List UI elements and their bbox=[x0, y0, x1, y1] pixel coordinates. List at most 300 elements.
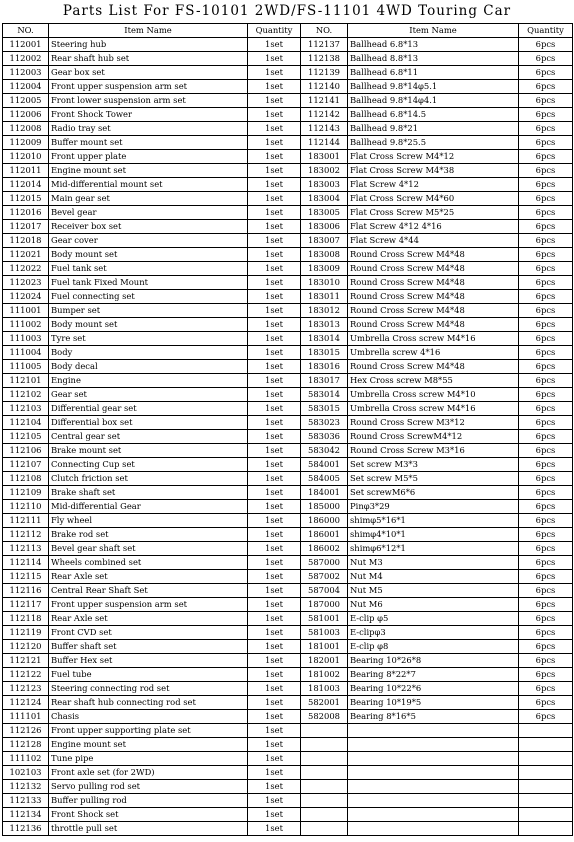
right-quantity-cell: 6pcs bbox=[519, 262, 573, 276]
table-row bbox=[3, 822, 573, 836]
right-item-name-cell bbox=[348, 766, 519, 780]
left-part-number-cell: 112124 bbox=[3, 696, 49, 710]
table-row bbox=[3, 444, 573, 458]
header-no-right: NO. bbox=[301, 24, 348, 38]
table-row bbox=[3, 220, 573, 234]
right-part-number-cell: 183006 bbox=[301, 220, 348, 234]
left-quantity-cell: 1set bbox=[248, 164, 301, 178]
right-item-name-cell: Round Cross Screw M4*48 bbox=[348, 304, 519, 318]
right-quantity-cell: 6pcs bbox=[519, 108, 573, 122]
table-row bbox=[3, 472, 573, 486]
left-item-name-cell: Bevel gear shaft set bbox=[49, 542, 248, 556]
right-quantity-cell: 6pcs bbox=[519, 654, 573, 668]
right-part-number-cell bbox=[301, 822, 348, 836]
right-quantity-cell: 6pcs bbox=[519, 570, 573, 584]
left-item-name-cell: Chasis bbox=[49, 710, 248, 724]
right-item-name-cell bbox=[348, 794, 519, 808]
right-quantity-cell: 6pcs bbox=[519, 598, 573, 612]
left-quantity-cell: 1set bbox=[248, 122, 301, 136]
header-item-name-left: Item Name bbox=[49, 24, 248, 38]
right-item-name-cell: Umbrella Cross screw M4*10 bbox=[348, 388, 519, 402]
left-quantity-cell: 1set bbox=[248, 458, 301, 472]
right-item-name-cell: Nut M3 bbox=[348, 556, 519, 570]
right-item-name-cell: Flat Screw 4*12 bbox=[348, 178, 519, 192]
right-part-number-cell: 183007 bbox=[301, 234, 348, 248]
right-quantity-cell: 6pcs bbox=[519, 682, 573, 696]
header-quantity-left: Quantity bbox=[248, 24, 301, 38]
left-part-number-cell: 112016 bbox=[3, 206, 49, 220]
right-item-name-cell: Set screw M3*3 bbox=[348, 458, 519, 472]
left-part-number-cell: 112126 bbox=[3, 724, 49, 738]
left-part-number-cell: 112024 bbox=[3, 290, 49, 304]
right-item-name-cell: E-clip φ8 bbox=[348, 640, 519, 654]
right-part-number-cell: 582008 bbox=[301, 710, 348, 724]
right-item-name-cell: Ballhead 9.8*14φ4.1 bbox=[348, 94, 519, 108]
right-part-number-cell: 183009 bbox=[301, 262, 348, 276]
right-item-name-cell: Flat Cross Screw M5*25 bbox=[348, 206, 519, 220]
right-part-number-cell: 183005 bbox=[301, 206, 348, 220]
left-item-name-cell: Radio tray set bbox=[49, 122, 248, 136]
left-quantity-cell: 1set bbox=[248, 304, 301, 318]
table-row bbox=[3, 192, 573, 206]
right-item-name-cell: Bearing 10*19*5 bbox=[348, 696, 519, 710]
left-part-number-cell: 112132 bbox=[3, 780, 49, 794]
table-row bbox=[3, 332, 573, 346]
right-part-number-cell: 184001 bbox=[301, 486, 348, 500]
left-part-number-cell: 112018 bbox=[3, 234, 49, 248]
right-quantity-cell: 6pcs bbox=[519, 612, 573, 626]
right-item-name-cell: Pinφ3*29 bbox=[348, 500, 519, 514]
table-row bbox=[3, 178, 573, 192]
table-row bbox=[3, 94, 573, 108]
right-part-number-cell bbox=[301, 724, 348, 738]
left-item-name-cell: Main gear set bbox=[49, 192, 248, 206]
right-item-name-cell: Bearing 8*16*5 bbox=[348, 710, 519, 724]
left-quantity-cell: 1set bbox=[248, 822, 301, 836]
table-row bbox=[3, 640, 573, 654]
right-quantity-cell: 6pcs bbox=[519, 668, 573, 682]
table-row bbox=[3, 584, 573, 598]
right-part-number-cell: 182001 bbox=[301, 654, 348, 668]
left-item-name-cell: Buffer pulling rod bbox=[49, 794, 248, 808]
table-row bbox=[3, 80, 573, 94]
left-part-number-cell: 112017 bbox=[3, 220, 49, 234]
right-quantity-cell bbox=[519, 794, 573, 808]
left-part-number-cell: 111005 bbox=[3, 360, 49, 374]
table-row bbox=[3, 388, 573, 402]
left-part-number-cell: 112001 bbox=[3, 38, 49, 52]
right-part-number-cell: 187000 bbox=[301, 598, 348, 612]
right-part-number-cell: 587000 bbox=[301, 556, 348, 570]
right-quantity-cell: 6pcs bbox=[519, 80, 573, 94]
table-row bbox=[3, 556, 573, 570]
left-quantity-cell: 1set bbox=[248, 192, 301, 206]
left-item-name-cell: Steering hub bbox=[49, 38, 248, 52]
right-quantity-cell: 6pcs bbox=[519, 528, 573, 542]
table-row bbox=[3, 458, 573, 472]
right-part-number-cell: 186002 bbox=[301, 542, 348, 556]
left-part-number-cell: 112022 bbox=[3, 262, 49, 276]
right-item-name-cell: Round Cross Screw M3*12 bbox=[348, 416, 519, 430]
right-part-number-cell: 587004 bbox=[301, 584, 348, 598]
left-quantity-cell: 1set bbox=[248, 500, 301, 514]
table-row bbox=[3, 794, 573, 808]
table-row bbox=[3, 108, 573, 122]
table-header-row bbox=[3, 24, 573, 38]
table-row bbox=[3, 724, 573, 738]
right-item-name-cell: Nut M6 bbox=[348, 598, 519, 612]
left-part-number-cell: 112008 bbox=[3, 122, 49, 136]
table-row bbox=[3, 290, 573, 304]
table-row bbox=[3, 696, 573, 710]
right-part-number-cell: 181002 bbox=[301, 668, 348, 682]
right-part-number-cell: 185000 bbox=[301, 500, 348, 514]
left-item-name-cell: Front CVD set bbox=[49, 626, 248, 640]
right-item-name-cell bbox=[348, 738, 519, 752]
table-row bbox=[3, 500, 573, 514]
left-item-name-cell: Front Shock Tower bbox=[49, 108, 248, 122]
parts-table bbox=[2, 23, 573, 836]
left-part-number-cell: 112104 bbox=[3, 416, 49, 430]
left-part-number-cell: 112004 bbox=[3, 80, 49, 94]
left-quantity-cell: 1set bbox=[248, 696, 301, 710]
left-quantity-cell: 1set bbox=[248, 332, 301, 346]
table-row bbox=[3, 402, 573, 416]
table-row bbox=[3, 38, 573, 52]
left-quantity-cell: 1set bbox=[248, 598, 301, 612]
left-item-name-cell: Mid-differential mount set bbox=[49, 178, 248, 192]
left-item-name-cell: Differential box set bbox=[49, 416, 248, 430]
left-quantity-cell: 1set bbox=[248, 584, 301, 598]
table-row bbox=[3, 318, 573, 332]
left-part-number-cell: 112119 bbox=[3, 626, 49, 640]
right-part-number-cell: 112142 bbox=[301, 108, 348, 122]
left-item-name-cell: Fuel tube bbox=[49, 668, 248, 682]
left-item-name-cell: Buffer mount set bbox=[49, 136, 248, 150]
right-quantity-cell: 6pcs bbox=[519, 402, 573, 416]
right-quantity-cell: 6pcs bbox=[519, 430, 573, 444]
right-item-name-cell: Round Cross Screw M4*48 bbox=[348, 276, 519, 290]
left-quantity-cell: 1set bbox=[248, 528, 301, 542]
left-quantity-cell: 1set bbox=[248, 682, 301, 696]
right-part-number-cell: 183004 bbox=[301, 192, 348, 206]
right-quantity-cell: 6pcs bbox=[519, 416, 573, 430]
left-quantity-cell: 1set bbox=[248, 206, 301, 220]
left-quantity-cell: 1set bbox=[248, 108, 301, 122]
left-part-number-cell: 102103 bbox=[3, 766, 49, 780]
table-row bbox=[3, 486, 573, 500]
left-quantity-cell: 1set bbox=[248, 38, 301, 52]
right-part-number-cell: 186000 bbox=[301, 514, 348, 528]
right-part-number-cell: 183003 bbox=[301, 178, 348, 192]
left-quantity-cell: 1set bbox=[248, 66, 301, 80]
right-item-name-cell: shimφ5*16*1 bbox=[348, 514, 519, 528]
right-quantity-cell: 6pcs bbox=[519, 486, 573, 500]
right-quantity-cell: 6pcs bbox=[519, 556, 573, 570]
left-quantity-cell: 1set bbox=[248, 486, 301, 500]
right-part-number-cell: 183001 bbox=[301, 150, 348, 164]
table-row bbox=[3, 710, 573, 724]
right-quantity-cell: 6pcs bbox=[519, 248, 573, 262]
right-quantity-cell bbox=[519, 752, 573, 766]
right-quantity-cell: 6pcs bbox=[519, 374, 573, 388]
table-row bbox=[3, 52, 573, 66]
table-row bbox=[3, 528, 573, 542]
right-item-name-cell: Umbrella Cross screw M4*16 bbox=[348, 402, 519, 416]
right-quantity-cell bbox=[519, 808, 573, 822]
left-item-name-cell: Body mount set bbox=[49, 248, 248, 262]
right-part-number-cell: 112138 bbox=[301, 52, 348, 66]
table-row bbox=[3, 66, 573, 80]
left-item-name-cell: Front upper plate bbox=[49, 150, 248, 164]
table-row bbox=[3, 374, 573, 388]
right-item-name-cell: Umbrella Cross screw M4*16 bbox=[348, 332, 519, 346]
right-item-name-cell: Nut M5 bbox=[348, 584, 519, 598]
right-quantity-cell: 6pcs bbox=[519, 122, 573, 136]
table-row bbox=[3, 416, 573, 430]
right-item-name-cell: Ballhead 9.8*21 bbox=[348, 122, 519, 136]
right-part-number-cell bbox=[301, 766, 348, 780]
table-row bbox=[3, 136, 573, 150]
left-item-name-cell: Fuel tank set bbox=[49, 262, 248, 276]
left-item-name-cell: Engine mount set bbox=[49, 164, 248, 178]
right-quantity-cell: 6pcs bbox=[519, 178, 573, 192]
right-part-number-cell bbox=[301, 738, 348, 752]
table-row bbox=[3, 808, 573, 822]
table-row bbox=[3, 262, 573, 276]
left-part-number-cell: 112128 bbox=[3, 738, 49, 752]
left-part-number-cell: 112122 bbox=[3, 668, 49, 682]
left-quantity-cell: 1set bbox=[248, 136, 301, 150]
left-part-number-cell: 111004 bbox=[3, 346, 49, 360]
right-item-name-cell: Flat Cross Screw M4*38 bbox=[348, 164, 519, 178]
left-part-number-cell: 111003 bbox=[3, 332, 49, 346]
right-item-name-cell: Round Cross Screw M4*48 bbox=[348, 360, 519, 374]
right-item-name-cell: Nut M4 bbox=[348, 570, 519, 584]
left-part-number-cell: 112134 bbox=[3, 808, 49, 822]
right-part-number-cell: 112140 bbox=[301, 80, 348, 94]
right-quantity-cell: 6pcs bbox=[519, 388, 573, 402]
left-item-name-cell: Front lower suspension arm set bbox=[49, 94, 248, 108]
right-part-number-cell: 186001 bbox=[301, 528, 348, 542]
left-quantity-cell: 1set bbox=[248, 710, 301, 724]
table-row bbox=[3, 612, 573, 626]
table-row bbox=[3, 668, 573, 682]
left-quantity-cell: 1set bbox=[248, 472, 301, 486]
table-row bbox=[3, 570, 573, 584]
left-item-name-cell: Front Shock set bbox=[49, 808, 248, 822]
left-part-number-cell: 112006 bbox=[3, 108, 49, 122]
left-quantity-cell: 1set bbox=[248, 94, 301, 108]
left-part-number-cell: 112107 bbox=[3, 458, 49, 472]
left-part-number-cell: 112121 bbox=[3, 654, 49, 668]
left-part-number-cell: 111101 bbox=[3, 710, 49, 724]
left-quantity-cell: 1set bbox=[248, 416, 301, 430]
right-quantity-cell: 6pcs bbox=[519, 346, 573, 360]
table-row bbox=[3, 346, 573, 360]
left-quantity-cell: 1set bbox=[248, 542, 301, 556]
right-item-name-cell: Ballhead 8.8*13 bbox=[348, 52, 519, 66]
right-item-name-cell bbox=[348, 752, 519, 766]
left-quantity-cell: 1set bbox=[248, 626, 301, 640]
right-item-name-cell: Round Cross Screw M4*48 bbox=[348, 262, 519, 276]
right-part-number-cell: 583023 bbox=[301, 416, 348, 430]
table-row bbox=[3, 752, 573, 766]
right-item-name-cell bbox=[348, 808, 519, 822]
left-quantity-cell: 1set bbox=[248, 234, 301, 248]
left-quantity-cell: 1set bbox=[248, 276, 301, 290]
left-part-number-cell: 112015 bbox=[3, 192, 49, 206]
left-part-number-cell: 112105 bbox=[3, 430, 49, 444]
left-quantity-cell: 1set bbox=[248, 178, 301, 192]
left-quantity-cell: 1set bbox=[248, 402, 301, 416]
right-part-number-cell: 183017 bbox=[301, 374, 348, 388]
table-row bbox=[3, 542, 573, 556]
table-row bbox=[3, 626, 573, 640]
right-part-number-cell: 183002 bbox=[301, 164, 348, 178]
right-item-name-cell: Ballhead 6.8*14.5 bbox=[348, 108, 519, 122]
right-part-number-cell: 183014 bbox=[301, 332, 348, 346]
right-item-name-cell: Set screw M5*5 bbox=[348, 472, 519, 486]
left-part-number-cell: 112014 bbox=[3, 178, 49, 192]
right-quantity-cell: 6pcs bbox=[519, 444, 573, 458]
left-quantity-cell: 1set bbox=[248, 360, 301, 374]
right-item-name-cell: Flat Cross Screw M4*12 bbox=[348, 150, 519, 164]
table-row bbox=[3, 430, 573, 444]
left-item-name-cell: Receiver box set bbox=[49, 220, 248, 234]
right-part-number-cell: 181001 bbox=[301, 640, 348, 654]
right-item-name-cell: E-clip φ5 bbox=[348, 612, 519, 626]
left-item-name-cell: Brake rod set bbox=[49, 528, 248, 542]
right-part-number-cell: 583042 bbox=[301, 444, 348, 458]
table-row bbox=[3, 150, 573, 164]
left-quantity-cell: 1set bbox=[248, 514, 301, 528]
left-item-name-cell: Front axle set (for 2WD) bbox=[49, 766, 248, 780]
left-part-number-cell: 112118 bbox=[3, 612, 49, 626]
left-quantity-cell: 1set bbox=[248, 640, 301, 654]
left-quantity-cell: 1set bbox=[248, 220, 301, 234]
left-part-number-cell: 112003 bbox=[3, 66, 49, 80]
right-item-name-cell: Round Cross Screw M4*48 bbox=[348, 318, 519, 332]
right-quantity-cell: 6pcs bbox=[519, 500, 573, 514]
right-part-number-cell: 183013 bbox=[301, 318, 348, 332]
right-part-number-cell: 587002 bbox=[301, 570, 348, 584]
left-quantity-cell: 1set bbox=[248, 388, 301, 402]
left-part-number-cell: 112111 bbox=[3, 514, 49, 528]
left-quantity-cell: 1set bbox=[248, 346, 301, 360]
left-part-number-cell: 112102 bbox=[3, 388, 49, 402]
table-row bbox=[3, 360, 573, 374]
right-item-name-cell: Bearing 8*22*7 bbox=[348, 668, 519, 682]
left-part-number-cell: 111001 bbox=[3, 304, 49, 318]
left-item-name-cell: throttle pull set bbox=[49, 822, 248, 836]
right-part-number-cell: 581003 bbox=[301, 626, 348, 640]
right-quantity-cell: 6pcs bbox=[519, 290, 573, 304]
left-part-number-cell: 112123 bbox=[3, 682, 49, 696]
right-part-number-cell: 183016 bbox=[301, 360, 348, 374]
table-body bbox=[3, 38, 573, 836]
left-item-name-cell: Engine bbox=[49, 374, 248, 388]
right-quantity-cell: 6pcs bbox=[519, 150, 573, 164]
right-part-number-cell bbox=[301, 780, 348, 794]
left-quantity-cell: 1set bbox=[248, 80, 301, 94]
right-quantity-cell: 6pcs bbox=[519, 192, 573, 206]
right-quantity-cell: 6pcs bbox=[519, 136, 573, 150]
right-quantity-cell bbox=[519, 766, 573, 780]
left-quantity-cell: 1set bbox=[248, 654, 301, 668]
left-quantity-cell: 1set bbox=[248, 794, 301, 808]
left-item-name-cell: Tyre set bbox=[49, 332, 248, 346]
right-part-number-cell: 584001 bbox=[301, 458, 348, 472]
left-part-number-cell: 111002 bbox=[3, 318, 49, 332]
table-row bbox=[3, 206, 573, 220]
left-quantity-cell: 1set bbox=[248, 248, 301, 262]
left-quantity-cell: 1set bbox=[248, 262, 301, 276]
right-quantity-cell: 6pcs bbox=[519, 164, 573, 178]
left-part-number-cell: 112136 bbox=[3, 822, 49, 836]
left-item-name-cell: Brake shaft set bbox=[49, 486, 248, 500]
right-quantity-cell: 6pcs bbox=[519, 276, 573, 290]
right-item-name-cell: Umbrella screw 4*16 bbox=[348, 346, 519, 360]
left-part-number-cell: 112101 bbox=[3, 374, 49, 388]
left-part-number-cell: 112005 bbox=[3, 94, 49, 108]
left-item-name-cell: Engine mount set bbox=[49, 738, 248, 752]
left-item-name-cell: Central Rear Shaft Set bbox=[49, 584, 248, 598]
left-quantity-cell: 1set bbox=[248, 724, 301, 738]
left-item-name-cell: Mid-differential Gear bbox=[49, 500, 248, 514]
right-item-name-cell: Round Cross Screw M4*48 bbox=[348, 248, 519, 262]
left-quantity-cell: 1set bbox=[248, 570, 301, 584]
left-part-number-cell: 112011 bbox=[3, 164, 49, 178]
right-part-number-cell: 183012 bbox=[301, 304, 348, 318]
table-row bbox=[3, 654, 573, 668]
left-item-name-cell: Rear Axle set bbox=[49, 570, 248, 584]
left-part-number-cell: 112114 bbox=[3, 556, 49, 570]
right-item-name-cell: Ballhead 6.8*11 bbox=[348, 66, 519, 80]
table-row bbox=[3, 234, 573, 248]
left-part-number-cell: 111102 bbox=[3, 752, 49, 766]
left-item-name-cell: Front upper suspension arm set bbox=[49, 598, 248, 612]
left-quantity-cell: 1set bbox=[248, 668, 301, 682]
left-part-number-cell: 112109 bbox=[3, 486, 49, 500]
right-part-number-cell: 583036 bbox=[301, 430, 348, 444]
left-item-name-cell: Servo pulling rod set bbox=[49, 780, 248, 794]
right-part-number-cell: 112137 bbox=[301, 38, 348, 52]
left-part-number-cell: 112108 bbox=[3, 472, 49, 486]
right-quantity-cell bbox=[519, 780, 573, 794]
right-part-number-cell: 583015 bbox=[301, 402, 348, 416]
left-item-name-cell: Buffer Hex set bbox=[49, 654, 248, 668]
right-quantity-cell: 6pcs bbox=[519, 458, 573, 472]
right-quantity-cell: 6pcs bbox=[519, 472, 573, 486]
right-quantity-cell: 6pcs bbox=[519, 220, 573, 234]
right-part-number-cell: 584005 bbox=[301, 472, 348, 486]
left-part-number-cell: 112133 bbox=[3, 794, 49, 808]
table-row bbox=[3, 682, 573, 696]
right-quantity-cell: 6pcs bbox=[519, 234, 573, 248]
table-row bbox=[3, 164, 573, 178]
left-quantity-cell: 1set bbox=[248, 808, 301, 822]
right-item-name-cell: Round Cross ScrewM4*12 bbox=[348, 430, 519, 444]
left-item-name-cell: Bevel gear bbox=[49, 206, 248, 220]
left-item-name-cell: Fuel tank Fixed Mount bbox=[49, 276, 248, 290]
left-item-name-cell: Front upper supporting plate set bbox=[49, 724, 248, 738]
left-quantity-cell: 1set bbox=[248, 430, 301, 444]
right-item-name-cell: Ballhead 9.8*14φ5.1 bbox=[348, 80, 519, 94]
right-part-number-cell: 183008 bbox=[301, 248, 348, 262]
left-part-number-cell: 112010 bbox=[3, 150, 49, 164]
left-quantity-cell: 1set bbox=[248, 766, 301, 780]
